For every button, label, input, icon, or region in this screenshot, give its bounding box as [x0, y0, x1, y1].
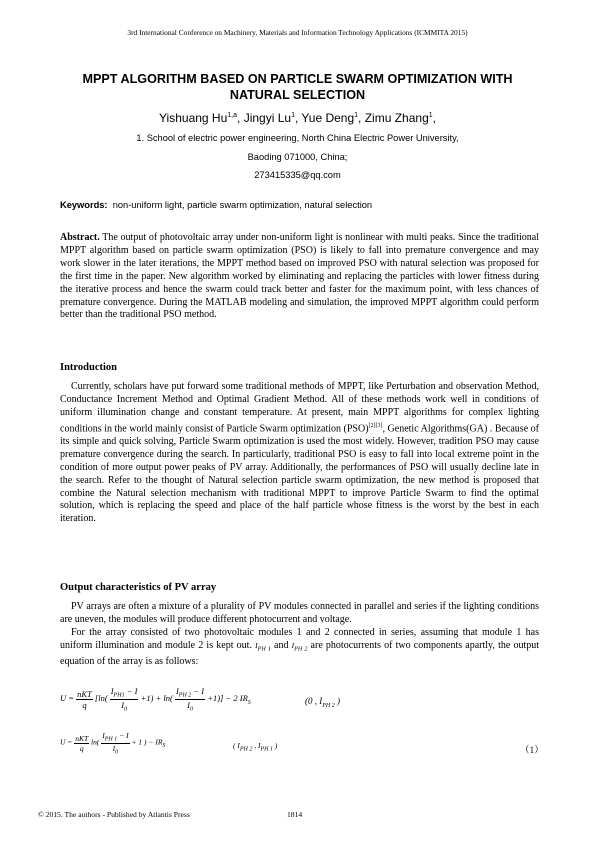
pv-paragraph-1: PV arrays are often a mixture of a plurality of PV modules connected in parallel and series if the lighting conditions are uneven, the modules will produce different photocurrent and voltage.	[60, 601, 539, 625]
pv-paragraph	[60, 601, 539, 669]
equation-2: U = $\frac{\text{nKT}}{q}$ ln( $\frac{I_{PH 1} - I}{I_0}$ + 1 ) − $IR_S$	[60, 731, 166, 755]
conference-header: 3rd International Conference on Machinery, Materials and Information Technology Applications (ICMMITA 2015)	[127, 28, 468, 37]
affiliation-line: Baoding 071000, China;	[247, 152, 348, 162]
equation-number: （1）	[520, 746, 544, 756]
symbol-iph2: $I_{PH 2}$	[291, 640, 308, 653]
author-list: Yishuang Hu$^{1,a}$, Jingyi Lu$^1$, Yue Deng$^1$, Zimu Zhang$^1$,	[159, 111, 436, 125]
equation-1: U = $\frac{\text{nKT}}{q}$ [ln( $\frac{I_{PH1} - I}{I_0}$ +1) + ln( $\frac{I_{PH 2} - I}{I_0}$ +1)] − 2 $IR_S$	[60, 686, 251, 713]
intro-text: , Genetic Algorithms(GA) . Because of its simple and quick solving, Particle Swarm optimization is used the most widely. However, tradition PSO may cause premature convergence during the search. In particularly, traditional PSO is easy to fall into local extreme point in the condition of more output power peaks of PV array. Additionally, the performances of PSO will usually decline late in the search. Refer to the thought of Natural selection particle swarm optimization, the new method is proposed that combine the Natural selection mechanism with traditional MPPT to improve Particle Swarm to find the optimal solution, which is replacing the speed and place of the half particle whose fitness is the worst by the best in each iteration.	[60, 423, 539, 525]
abstract-text: The output of photovoltaic array under non-uniform light is nonlinear with multi peaks. Since the traditional MPPT algorithm based on particle swarm optimization (PSO) is likely to fall into premature convergence and may work slower in the later iterations, the MPPT method based on improved PSO with natural selection was proposed for the first time in the paper. New algorithm worked by eliminating and replacing the particles with lower fitness during the iterative process and hence the swarm could track better and faster for the maximum point, with less chances of premature convergence. During the MATLAB modeling and simulation, the improved MPPT algorithm could perform better than the traditional PSO method.	[60, 232, 539, 321]
symbol-iph1: $I_{PH 1}$	[255, 640, 271, 653]
affiliation-line: 1. School of electric power engineering, North China Electric Power University,	[136, 133, 459, 143]
footer-copyright: © 2015. The authors - Published by Atlantis Press	[38, 810, 190, 819]
section-heading-pv-array: Output characteristics of PV array	[60, 582, 217, 593]
author-affiliation-mark: 1	[428, 112, 433, 119]
abstract-label: Abstract.	[60, 232, 100, 243]
author-email: 273415335@qq.com	[254, 170, 341, 180]
author-affiliation-mark: 1	[354, 112, 359, 119]
author-affiliation-mark: 1,a	[227, 112, 238, 119]
keywords	[60, 200, 372, 210]
introduction-paragraph	[60, 381, 539, 526]
author-name: Yue Deng	[301, 111, 355, 125]
section-heading-introduction: Introduction	[60, 362, 117, 373]
citation: [2][3]	[368, 422, 383, 429]
keywords-text: non-uniform light, particle swarm optimization, natural selection	[112, 200, 373, 210]
paper-title	[40, 71, 555, 103]
author-name: Yishuang Hu	[159, 111, 228, 125]
equation-1-range: (0 , $I_{PH 2}$ )	[305, 696, 340, 709]
keywords-label: Keywords:	[60, 200, 108, 210]
equation-2-range: ( $I_{PH 2}$ , $I_{PH 1}$ )	[233, 741, 278, 753]
title-line-1: MPPT ALGORITHM BASED ON PARTICLE SWARM OPTIMIZATION WITH	[82, 72, 513, 86]
pv-paragraph-2: For the array consisted of two photovoltaic modules 1 and 2 connected in series, assuming that module 1 has uniform illumination and module 2 is kept out. $I_{PH 1}$ and $I_{PH 2}$ are photocurrents of two components apartly, the output equation of the array is as follows:	[60, 626, 540, 668]
abstract	[60, 232, 539, 322]
intro-text: Currently, scholars have put forward some traditional methods of MPPT, like Perturbation and observation Method, Conductance Increment Method and Optimal Gradient Method. All of these methods work well in conditions of uniform illumination change and constant temperature. At present, main MPPT algorithms for complex lighting conditions in the world mainly consist of Particle Swarm optimization (PSO)	[60, 381, 539, 435]
author-affiliation-mark: 1	[291, 112, 295, 119]
title-line-2: NATURAL SELECTION	[229, 88, 366, 102]
author-name: Jingyi Lu	[243, 111, 292, 125]
author-name: Zimu Zhang	[364, 111, 429, 125]
page-number: 1814	[287, 810, 303, 819]
